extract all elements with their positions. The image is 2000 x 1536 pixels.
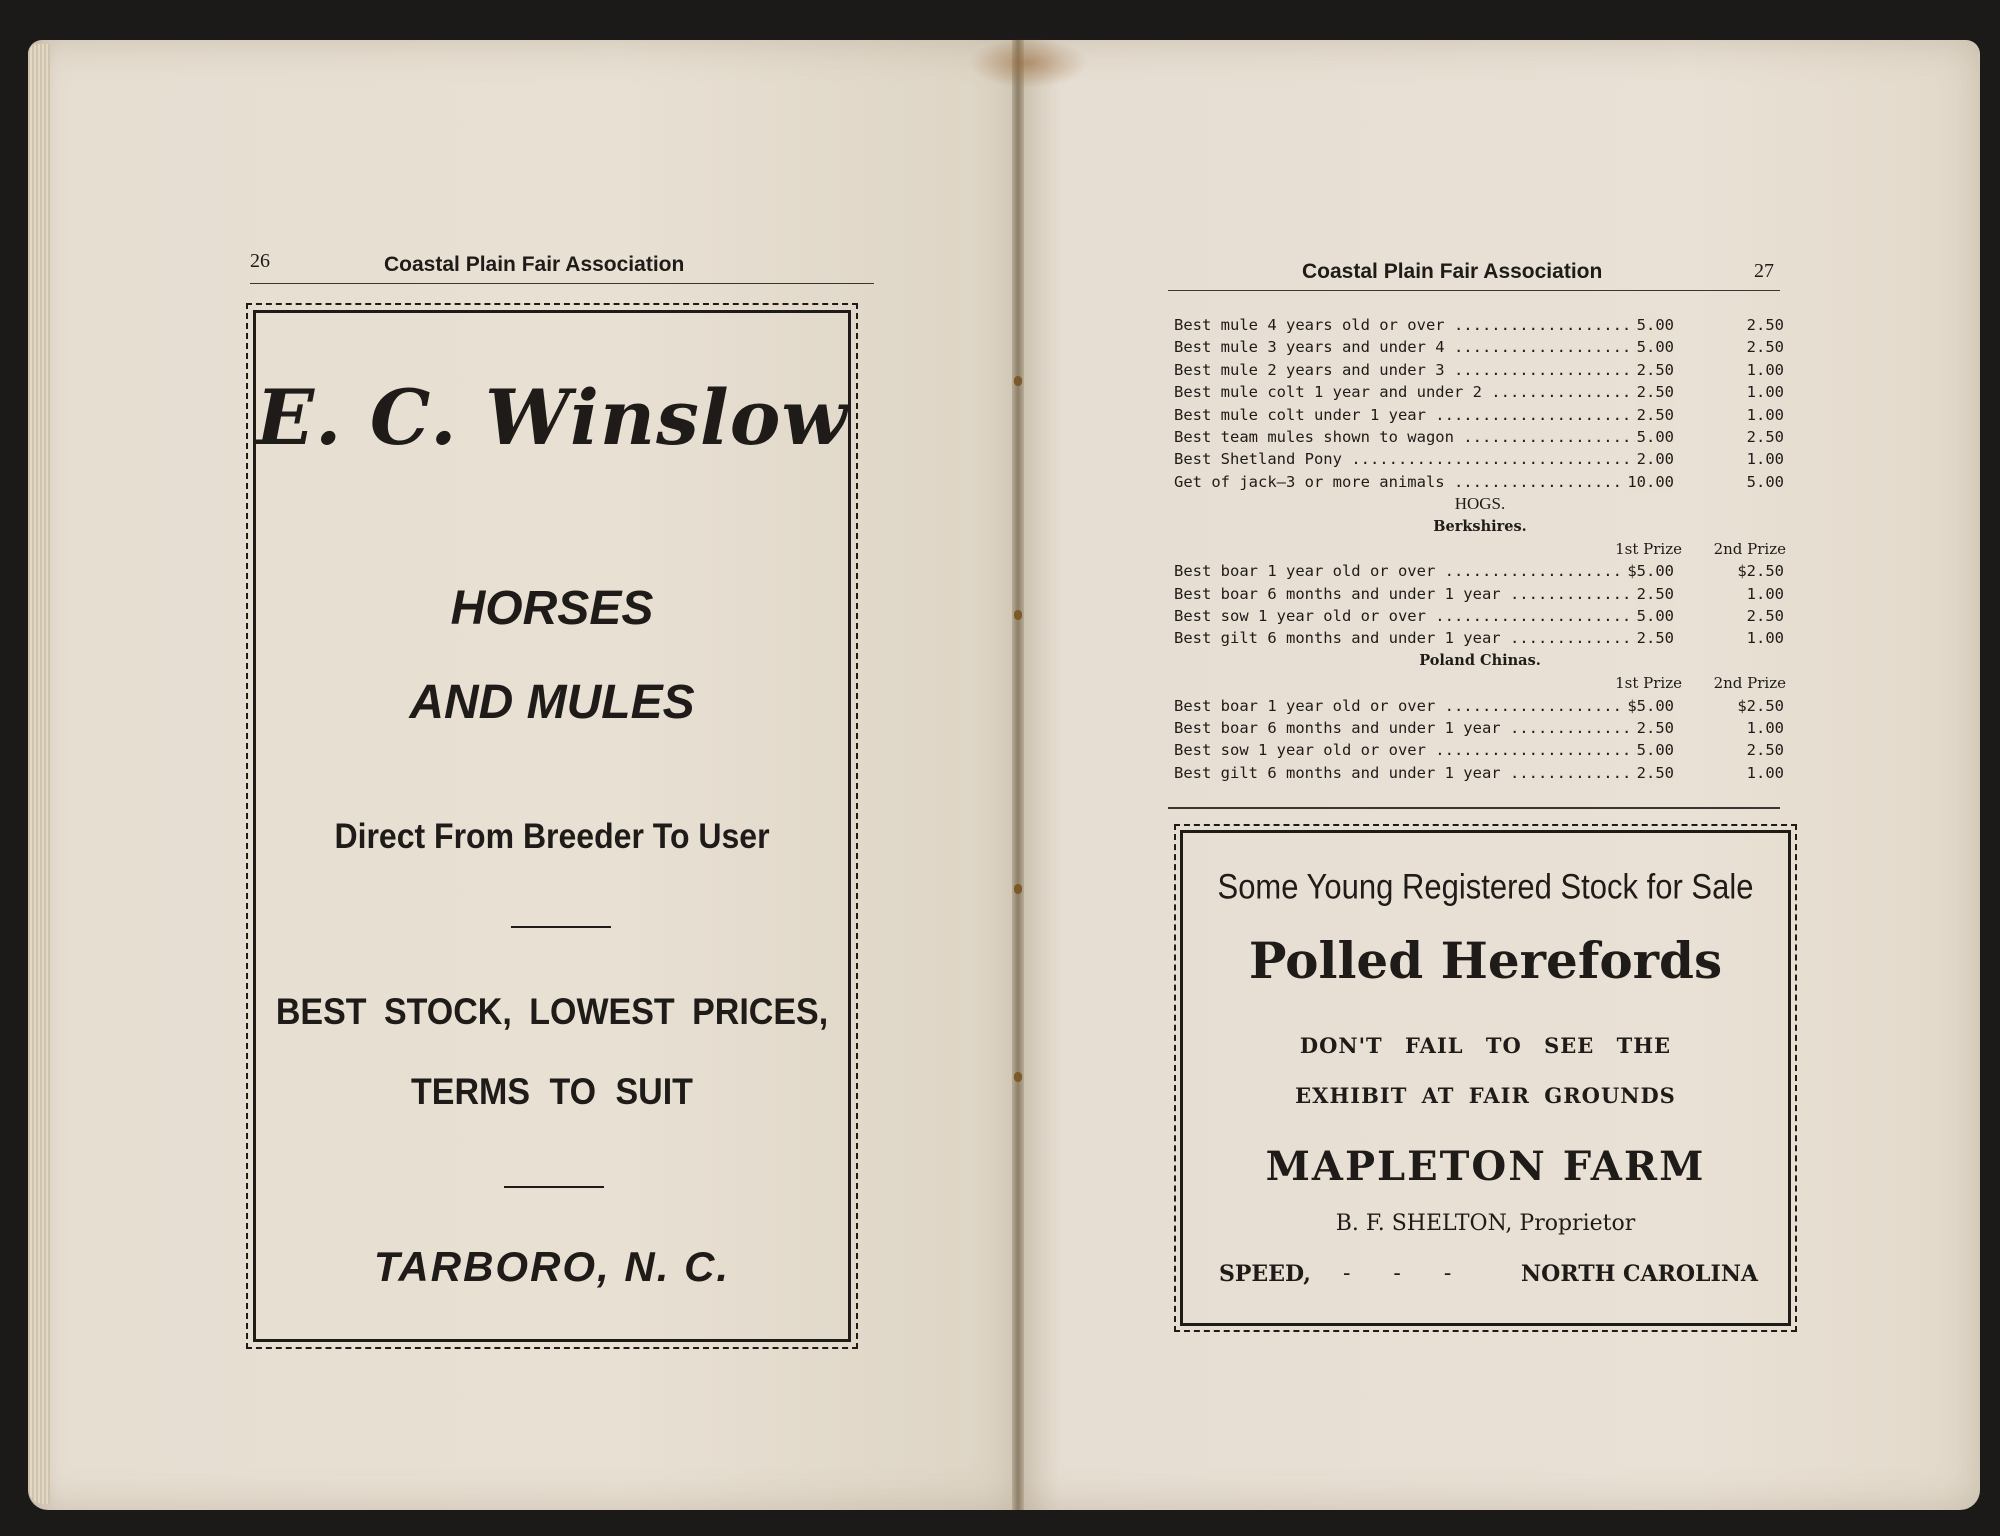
premium-class-label: Best boar 6 months and under 1 year ..... xyxy=(1174,717,1654,739)
premium-list-table xyxy=(1174,314,1786,784)
first-prize-amount: 2.50 xyxy=(1635,404,1674,426)
first-prize-amount: 2.50 xyxy=(1635,359,1674,381)
premium-row xyxy=(1174,762,1786,784)
second-prize-amount: 2.50 xyxy=(1746,427,1784,446)
premium-class-label: Best mule colt under 1 year ..... xyxy=(1174,404,1654,426)
premium-class-label: Best mule 4 years old or over ..... xyxy=(1174,314,1654,336)
ad-tagline: Direct From Breeder To User xyxy=(334,816,770,856)
book-gutter xyxy=(1012,40,1024,1510)
winslow-advertisement xyxy=(253,310,851,1342)
premium-row xyxy=(1174,560,1786,582)
premium-row xyxy=(1174,627,1786,649)
premium-row xyxy=(1174,717,1786,739)
second-prize-amount: 2.50 xyxy=(1746,338,1784,357)
prize-column-headers xyxy=(1174,672,1786,694)
premium-row xyxy=(1174,404,1786,426)
ad-headline-mules: AND MULES xyxy=(409,676,695,729)
mapleton-farm-advertisement xyxy=(1180,830,1791,1326)
first-prize-amount: 5.00 xyxy=(1635,426,1674,448)
stain xyxy=(968,38,1088,88)
first-prize-amount: 5.00 xyxy=(1635,739,1674,761)
second-prize-amount: 1.00 xyxy=(1746,450,1784,469)
ad-intro-line: Some Young Registered Stock for Sale xyxy=(1217,866,1754,907)
ad-breed-title: Polled Herefords xyxy=(1248,931,1723,990)
first-prize-amount: $5.00 xyxy=(1625,560,1674,582)
premium-class-label: Best sow 1 year old or over ..... xyxy=(1174,739,1654,761)
premium-row xyxy=(1174,605,1786,627)
address-dashes: - - - xyxy=(1343,1261,1452,1286)
berkshires-heading: Berkshires. xyxy=(1433,517,1527,535)
prize-column-headers xyxy=(1174,538,1786,560)
binding-stitch xyxy=(1014,1072,1022,1082)
ad-location: TARBORO, N. C. xyxy=(373,1243,731,1290)
premium-class-label: Best boar 1 year old or over ..... xyxy=(1174,560,1654,582)
second-prize-header: 2nd Prize xyxy=(1713,674,1786,693)
first-prize-amount: $5.00 xyxy=(1625,695,1674,717)
binding-stitch xyxy=(1014,884,1022,894)
hogs-heading: HOGS. xyxy=(1454,494,1506,514)
premium-class-label: Best mule 3 years and under 4 ..... xyxy=(1174,336,1654,358)
premium-class-label: Best Shetland Pony ..... xyxy=(1174,448,1654,470)
premium-class-label: Best boar 1 year old or over ..... xyxy=(1174,695,1654,717)
premium-row xyxy=(1174,739,1786,761)
premium-row xyxy=(1174,448,1786,470)
header-rule xyxy=(250,283,874,284)
binding-stitch xyxy=(1014,376,1022,386)
premium-row xyxy=(1174,381,1786,403)
ad-divider xyxy=(511,926,611,928)
premium-class-label: Best gilt 6 months and under 1 year ..... xyxy=(1174,762,1654,784)
second-prize-amount: 1.00 xyxy=(1746,763,1784,782)
second-prize-header: 2nd Prize xyxy=(1713,539,1786,558)
ad-headline-horses: HORSES xyxy=(450,582,654,635)
premium-row xyxy=(1174,695,1786,717)
premium-class-label: Best mule colt 1 year and under 2 ..... xyxy=(1174,381,1654,403)
page-number: 27 xyxy=(1754,260,1774,282)
ad-divider xyxy=(504,1186,604,1188)
ad-terms-line: TERMS TO SUIT xyxy=(411,1071,693,1113)
second-prize-amount: 1.00 xyxy=(1746,629,1784,648)
premium-class-label: Best boar 6 months and under 1 year ..... xyxy=(1174,583,1654,605)
first-prize-amount: 10.00 xyxy=(1625,471,1674,493)
premium-row xyxy=(1174,359,1786,381)
page-edges xyxy=(28,44,50,1504)
second-prize-amount: 1.00 xyxy=(1746,360,1784,379)
state-name: NORTH CAROLINA xyxy=(1521,1261,1758,1287)
first-prize-amount: 2.50 xyxy=(1635,627,1674,649)
second-prize-amount: 1.00 xyxy=(1746,584,1784,603)
first-prize-amount: 2.50 xyxy=(1635,583,1674,605)
ad-offer-line: BEST STOCK, LOWEST PRICES, xyxy=(275,991,829,1033)
premium-class-label: Get of jack—3 or more animals ..... xyxy=(1174,471,1654,493)
second-prize-amount: 2.50 xyxy=(1746,316,1784,334)
ad-line-exhibit: EXHIBIT AT FAIR GROUNDS xyxy=(1295,1083,1676,1108)
header-rule xyxy=(1168,290,1780,291)
advertiser-name: E. C. Winslow xyxy=(256,373,848,462)
first-prize-amount: 2.50 xyxy=(1635,762,1674,784)
premium-row xyxy=(1174,426,1786,448)
town-name: SPEED, xyxy=(1219,1261,1311,1287)
table-bottom-rule xyxy=(1168,807,1780,809)
premium-row xyxy=(1174,583,1786,605)
second-prize-amount: 5.00 xyxy=(1746,472,1784,491)
poland-chinas-heading: Poland Chinas. xyxy=(1419,651,1541,669)
running-head: Coastal Plain Fair Association xyxy=(384,253,685,276)
first-prize-amount: 5.00 xyxy=(1635,314,1674,336)
second-prize-amount: $2.50 xyxy=(1737,562,1784,581)
second-prize-amount: 2.50 xyxy=(1746,741,1784,760)
first-prize-amount: 2.50 xyxy=(1635,381,1674,403)
premium-row xyxy=(1174,314,1786,336)
page-number: 26 xyxy=(250,250,270,272)
second-prize-amount: 1.00 xyxy=(1746,405,1784,424)
second-prize-amount: 1.00 xyxy=(1746,383,1784,402)
second-prize-amount: 2.50 xyxy=(1746,607,1784,626)
first-prize-header: 1st Prize xyxy=(1615,539,1682,558)
berkshire-premiums xyxy=(1174,560,1786,650)
first-prize-amount: 5.00 xyxy=(1635,336,1674,358)
premium-row xyxy=(1174,471,1786,493)
farm-name: MAPLETON FARM xyxy=(1265,1143,1706,1190)
left-page xyxy=(28,40,1016,1510)
premium-class-label: Best mule 2 years and under 3 ..... xyxy=(1174,359,1654,381)
premium-class-label: Best team mules shown to wagon ..... xyxy=(1174,426,1654,448)
binding-stitch xyxy=(1014,610,1022,620)
premium-row xyxy=(1174,336,1786,358)
first-prize-amount: 2.00 xyxy=(1635,448,1674,470)
first-prize-amount: 2.50 xyxy=(1635,717,1674,739)
mule-premiums xyxy=(1174,314,1786,493)
second-prize-amount: 1.00 xyxy=(1746,719,1784,738)
ad-line-dont-fail: DON'T FAIL TO SEE THE xyxy=(1299,1033,1672,1058)
proprietor-line: B. F. SHELTON, Proprietor xyxy=(1335,1211,1636,1236)
running-head: Coastal Plain Fair Association xyxy=(1302,260,1603,283)
premium-class-label: Best gilt 6 months and under 1 year ..... xyxy=(1174,627,1654,649)
first-prize-header: 1st Prize xyxy=(1615,674,1682,693)
first-prize-amount: 5.00 xyxy=(1635,605,1674,627)
poland-china-premiums xyxy=(1174,695,1786,785)
second-prize-amount: $2.50 xyxy=(1737,696,1784,715)
premium-class-label: Best sow 1 year old or over ..... xyxy=(1174,605,1654,627)
